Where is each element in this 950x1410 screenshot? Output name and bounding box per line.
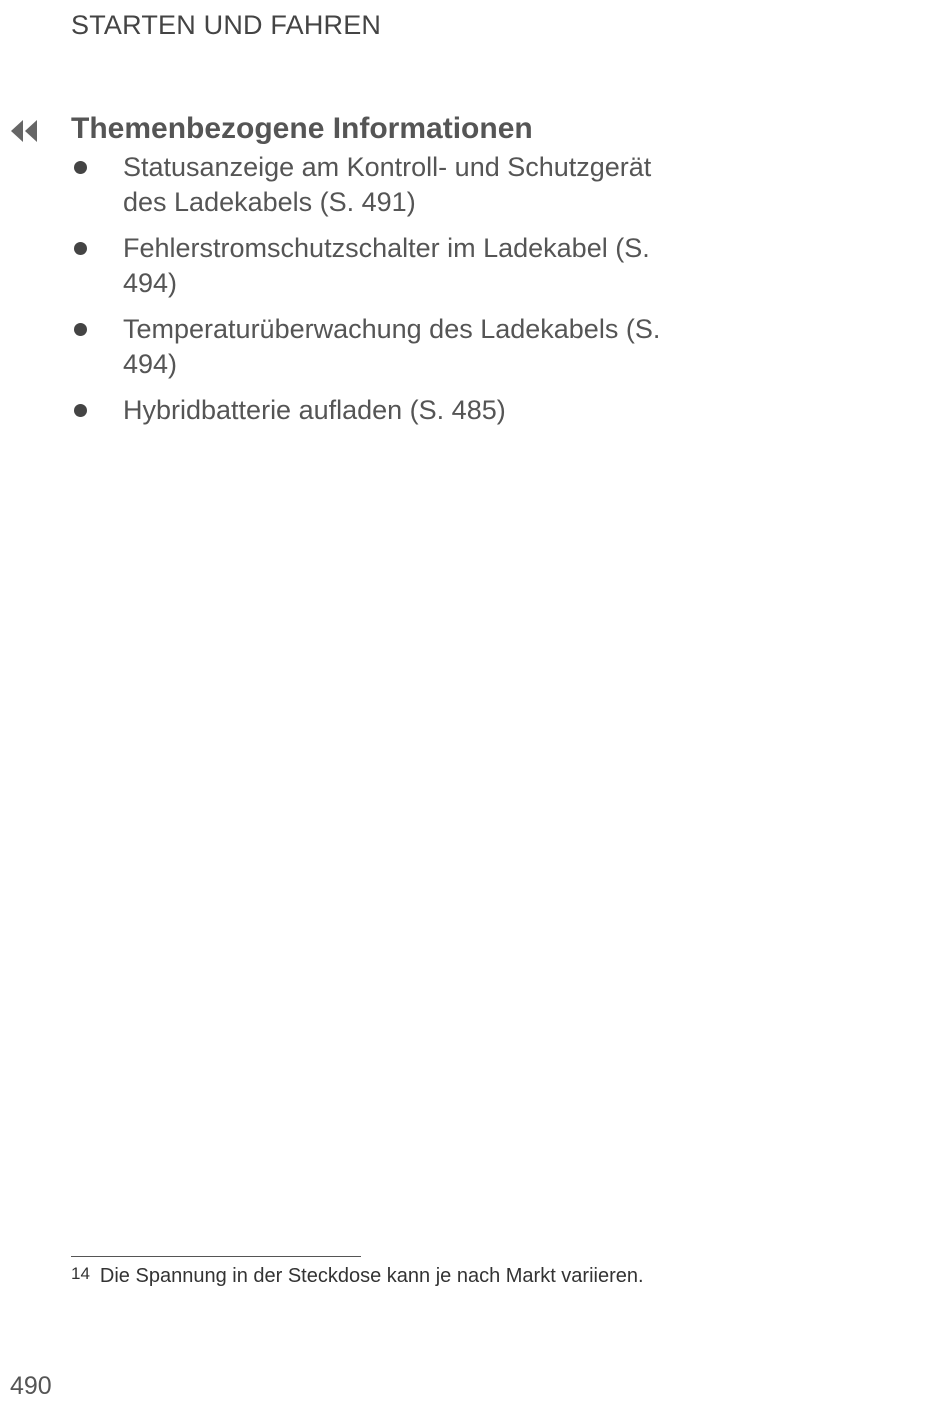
related-topic-text: Temperaturüberwachung des Ladekabels (S. 494) [123,314,661,379]
footnote-divider [71,1256,361,1257]
related-topic-text: Hybridbatterie aufladen (S. 485) [123,395,506,425]
bullet-icon [74,161,87,174]
related-topic-text: Fehlerstromschutzschalter im Ladekabel (S. 494) [123,233,650,298]
continued-from-previous-page-icon [10,118,40,144]
related-topic-text: Statusanzeige am Kontroll- und Schutzgerät des Ladekabels (S. 491) [123,152,652,217]
running-header: STARTEN UND FAHREN [71,10,382,40]
bullet-icon [74,404,87,417]
related-topic-link[interactable] [71,231,691,301]
related-topic-link[interactable] [71,150,691,220]
footnote-text: Die Spannung in der Steckdose kann je nach Markt variieren. [99,1265,644,1287]
page-number: 490 [10,1372,52,1400]
related-topic-link[interactable] [71,393,691,428]
bullet-icon [74,323,87,336]
bullet-icon [74,242,87,255]
footnote [71,1265,644,1288]
section-title: Themenbezogene Informationen [71,112,533,145]
related-topic-link[interactable] [71,312,691,382]
footnote-marker: 14 [71,1264,90,1283]
related-topics-list [71,150,691,439]
